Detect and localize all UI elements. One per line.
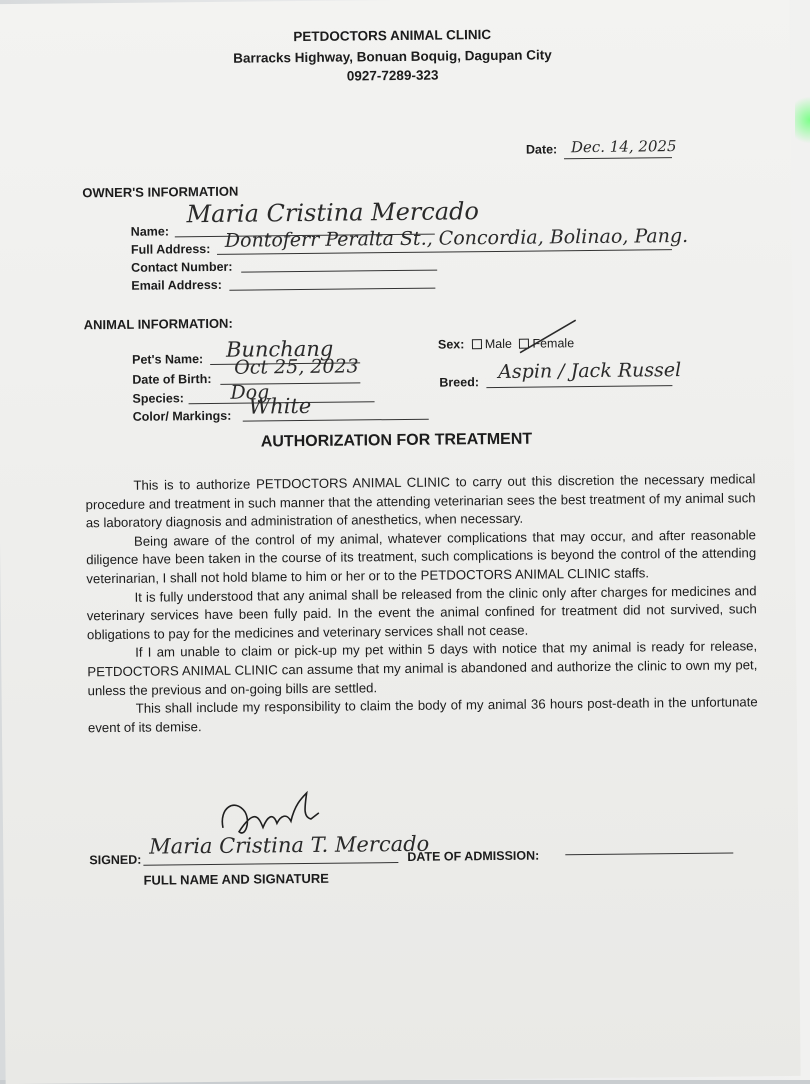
date-line [564, 157, 672, 159]
owner-name-value[interactable]: Maria Cristina Mercado [186, 197, 479, 228]
admission-date-line [565, 853, 733, 856]
owner-info-heading: OWNER'S INFORMATION [82, 184, 238, 201]
admission-date-label: DATE OF ADMISSION: [407, 849, 539, 864]
screen-glow [795, 90, 810, 150]
authorization-body [85, 470, 758, 737]
species-value[interactable]: Dog [230, 381, 269, 403]
color-markings-value[interactable]: White [248, 394, 311, 419]
signed-name-value[interactable]: Maria Cristina T. Mercado [149, 832, 429, 859]
signature-line [143, 862, 398, 866]
signature-caption: FULL NAME AND SIGNATURE [143, 871, 329, 888]
clinic-name: PETDOCTORS ANIMAL CLINIC [0, 24, 790, 47]
paragraph-1: This is to authorize PETDOCTORS ANIMAL CLINIC to carry out this discretion the necessary medical procedure and treatment in such manner that the attending veterinarian sees the best treatment of my animal such as laboratory diagnosis and administration of anesthetics, when necessary. [85, 470, 756, 533]
breed-value[interactable]: Aspin / Jack Russel [498, 359, 681, 383]
owner-address-value[interactable]: Dontoferr Peralta St., Concordia, Bolinao, Pang. [225, 225, 688, 252]
paragraph-4: If I am unable to claim or pick-up my pet within 5 days with notice that my animal is ready for release, PETDOCTORS ANIMAL CLINIC can assume that my animal is abandoned and authorize the clinic to own my pet, unless the previous and on-going bills are settled. [87, 638, 758, 701]
sex-label: Sex: [438, 337, 465, 351]
email-address-line [229, 288, 435, 291]
authorization-title: AUTHORIZATION FOR TREATMENT [0, 428, 794, 454]
contact-number-label: Contact Number: [131, 260, 233, 275]
female-check-mark [516, 316, 580, 357]
color-markings-label: Color/ Markings: [133, 409, 232, 424]
date-label: Date: [526, 142, 557, 156]
date-value[interactable]: Dec. 14, 2025 [571, 137, 677, 156]
contact-number-line [241, 270, 437, 273]
dob-label: Date of Birth: [132, 372, 211, 387]
species-label: Species: [132, 391, 184, 406]
clinic-address: Barracks Highway, Bonuan Boquig, Dagupan City [0, 45, 790, 68]
paragraph-3: It is fully understood that any animal shall be released from the clinic only after charges for medicines and veterinary services have been fully paid. In the event the animal confined for treatment did not survived, such obligations to pay for the medicines and veterinary services shall not cease. [86, 582, 757, 645]
clinic-phone: 0927-7289-323 [0, 64, 790, 87]
male-label: Male [485, 337, 512, 351]
email-address-label: Email Address: [131, 278, 222, 293]
paragraph-5: This shall include my responsibility to claim the body of my animal 36 hours post-death in the unfortunate event of its demise. [88, 693, 758, 737]
paragraph-2: Being aware of the control of my animal, whatever complications that may occur, and after reasonable diligence have been taken in the course of its treatment, such complications is beyond the control of the attending veterinarian, I shall not hold blame to him or her or to the PETDOCTORS ANIMAL CLINIC staffs. [86, 526, 757, 589]
dob-value[interactable]: Oct 25, 2023 [234, 355, 359, 378]
pet-name-label: Pet's Name: [132, 352, 203, 367]
color-markings-line [243, 419, 429, 422]
male-checkbox[interactable] [472, 339, 482, 349]
pet-name-value[interactable]: Bunchang [226, 337, 334, 362]
signed-label: SIGNED: [89, 853, 141, 868]
breed-line [486, 385, 672, 388]
breed-label: Breed: [439, 375, 479, 389]
owner-address-label: Full Address: [131, 242, 211, 257]
owner-name-label: Name: [131, 224, 169, 238]
female-label: Female [532, 336, 574, 350]
animal-info-heading: ANIMAL INFORMATION: [84, 316, 233, 333]
